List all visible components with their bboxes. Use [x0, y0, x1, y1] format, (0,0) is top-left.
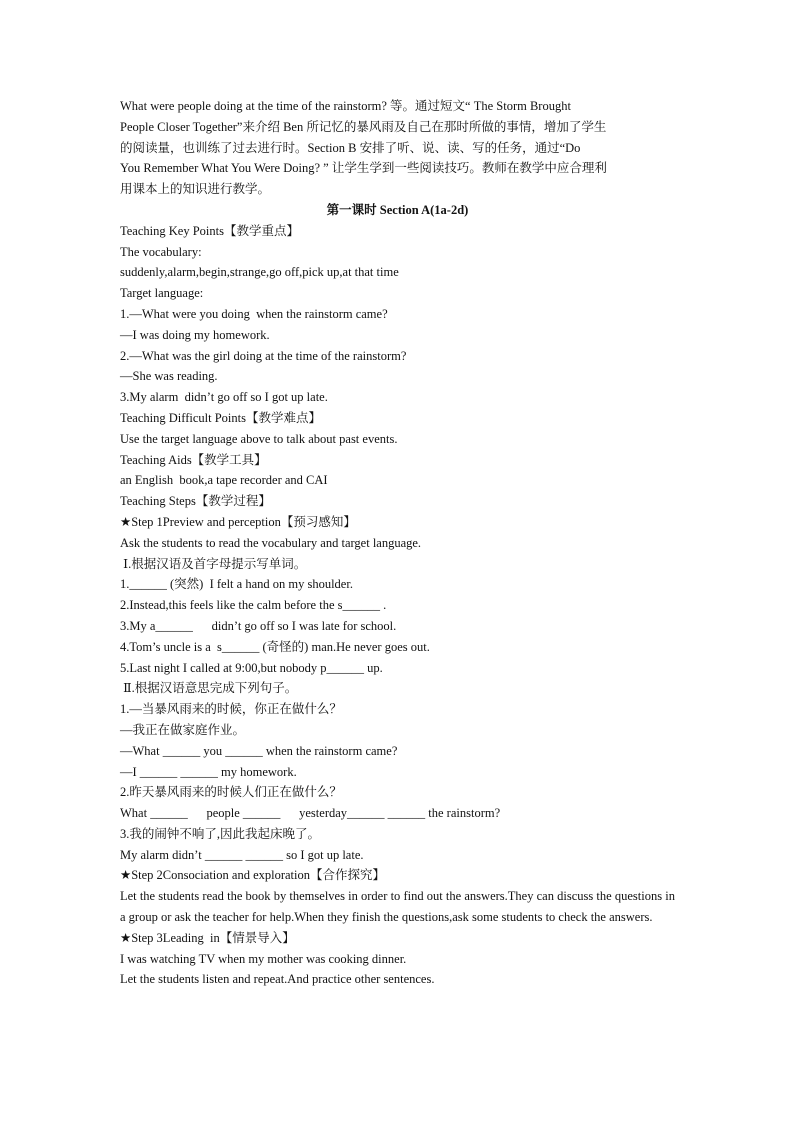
text-line: My alarm didn’t ______ ______ so I got up late.	[120, 847, 364, 862]
step2-paragraph: Let the students read the book by themselves in order to find out the answers.They can discuss the questions in a group or ask the teacher for help.When they finish the questions,ask some students to check the answers.	[120, 889, 675, 925]
text-line: Target language:	[120, 286, 204, 301]
text-line: 2.昨天暴风雨来的时候人们正在做什么？	[120, 785, 342, 800]
text-line: Ⅱ.根据汉语意思完成下列句子。	[120, 681, 298, 696]
text-line: 5.Last night I called at 9:00,but nobody p______ up.	[120, 660, 383, 675]
intro-line: 的阅读量，也训练了过去进行时。Section B 安排了听、说、读、写的任务，通过“Do	[120, 140, 581, 155]
intro-line: What were people doing at the time of the rainstorm? 等。通过短文“ The Storm Brought	[120, 99, 571, 113]
document-page	[120, 96, 675, 990]
text-line: 1.—What were you doing when the rainstorm came?	[120, 306, 388, 321]
text-line: 2.—What was the girl doing at the time of the rainstorm?	[120, 348, 407, 363]
text-line: Teaching Difficult Points【教学难点】	[120, 410, 321, 425]
text-line: Ⅰ.根据汉语及首字母提示写单词。	[120, 556, 307, 571]
text-line: 2.Instead,this feels like the calm before the s______ .	[120, 598, 387, 613]
lesson-body	[120, 221, 675, 990]
intro-line: You Remember What You Were Doing? ” 让学生学到一些阅读技巧。教师在教学中应合理利	[120, 161, 607, 176]
text-line: ★Step 1Preview and perception【预习感知】	[120, 514, 356, 529]
text-line: Let the students listen and repeat.And practice other sentences.	[120, 972, 435, 987]
intro-line: 用课本上的知识进行教学。	[120, 182, 271, 197]
intro-paragraph	[120, 96, 675, 200]
text-line: Teaching Aids【教学工具】	[120, 452, 267, 467]
text-line: —What ______ you ______ when the rainstorm came?	[120, 743, 398, 758]
text-line: —I ______ ______ my homework.	[120, 764, 297, 779]
text-line: 1.______ (突然) I felt a hand on my shoulder.	[120, 577, 353, 592]
text-line: —我正在做家庭作业。	[120, 722, 246, 737]
text-line: 4.Tom’s uncle is a s______ (奇怪的) man.He never goes out.	[120, 639, 430, 654]
text-line: Ask the students to read the vocabulary and target language.	[120, 535, 422, 550]
text-line: an English book,a tape recorder and CAI	[120, 473, 328, 488]
text-line: 3.My a______ didn’t go off so I was late for school.	[120, 618, 397, 633]
text-line: suddenly,alarm,begin,strange,go off,pick up,at that time	[120, 265, 399, 280]
text-line: What ______ people ______ yesterday______ ______ the rainstorm?	[120, 806, 501, 821]
text-line: —I was doing my homework.	[120, 327, 270, 342]
lesson-heading: 第一课时 Section A(1a-2d)	[326, 202, 469, 217]
text-line: I was watching TV when my mother was cooking dinner.	[120, 951, 407, 966]
text-line: The vocabulary:	[120, 244, 202, 259]
text-line: 3.我的闹钟不响了,因此我起床晚了。	[120, 826, 321, 841]
intro-line: People Closer Together”来介绍 Ben 所记忆的暴风雨及自己在那时所做的事情，增加了学生	[120, 119, 607, 134]
text-line: —She was reading.	[120, 369, 218, 384]
text-line: ★Step 2Consociation and exploration【合作探究】	[120, 868, 385, 883]
text-line: Teaching Key Points【教学重点】	[120, 223, 299, 238]
text-line: ★Step 3Leading in【情景导入】	[120, 930, 295, 945]
text-line: 3.My alarm didn’t go off so I got up late.	[120, 390, 328, 405]
text-line: Use the target language above to talk about past events.	[120, 431, 398, 446]
text-line: Teaching Steps【教学过程】	[120, 494, 271, 509]
text-line: 1.—当暴风雨来的时候，你正在做什么？	[120, 702, 342, 717]
